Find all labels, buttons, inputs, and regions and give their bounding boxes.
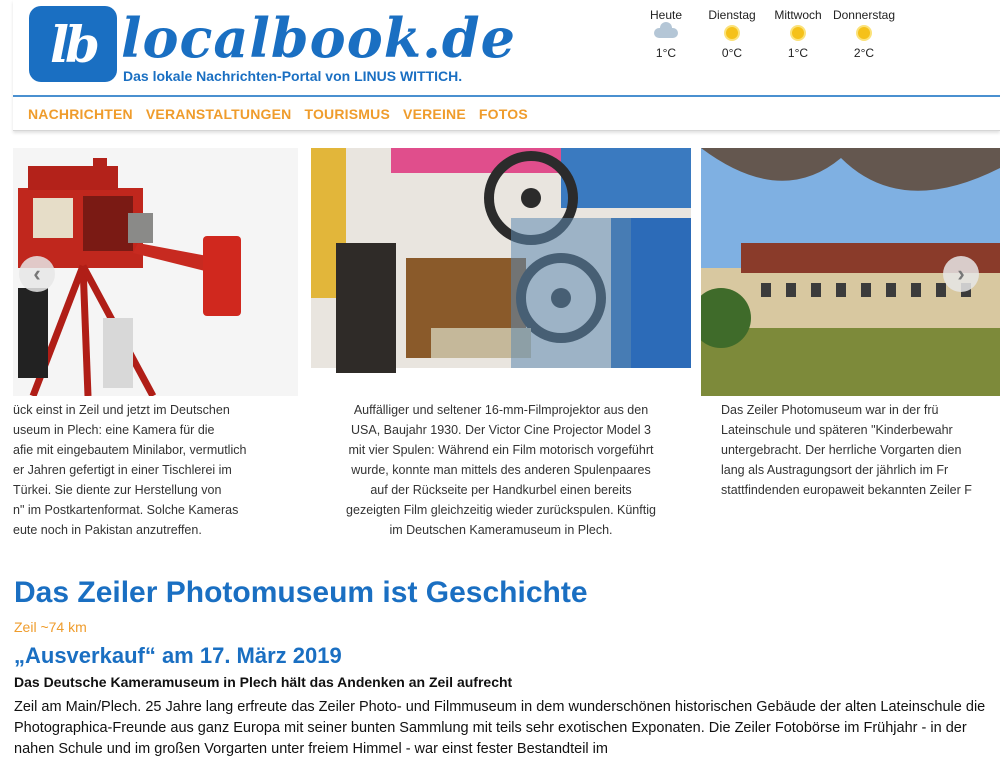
slide-image-camera[interactable] (13, 148, 298, 396)
weather-day (633, 8, 699, 60)
slider-prev-button[interactable]: ‹ (19, 256, 55, 292)
weather-temp: 1°C (787, 46, 809, 60)
weather-temp: 0°C (721, 46, 743, 60)
nav-vereine[interactable]: VEREINE (403, 106, 466, 122)
nav-nachrichten[interactable]: NACHRICHTEN (28, 106, 133, 122)
main-nav (28, 106, 528, 122)
weather-day (765, 8, 831, 60)
weather-temp: 2°C (853, 46, 875, 60)
nav-veranstaltungen[interactable]: VERANSTALTUNGEN (145, 106, 292, 122)
weather-day (699, 8, 765, 60)
weather-day-label: Donnerstag (832, 8, 896, 22)
nav-tourismus[interactable]: TOURISMUS (304, 106, 391, 122)
sun-icon (792, 27, 804, 39)
slider-next-button[interactable]: › (943, 256, 979, 292)
weather-day-label: Heute (649, 8, 683, 22)
slide-caption: Auffälliger und seltener 16-mm-Filmprojektor aus den USA, Baujahr 1930. Der Victor Cine Projector Model 3 mit vier Spulen: Während ein Film motorisch vorgeführt wurde, konnte man mittels des anderen Spulenpaares auf der Rückseite per Handkurbel einen bereits gezeigten Film gleichzeitig wieder zurückspulen. Künftig im Deutschen Kameramuseum in Plech. (346, 403, 656, 537)
article-subtitle: „Ausverkauf“ am 17. März 2019 (14, 643, 342, 668)
article-body: Zeil am Main/Plech. 25 Jahre lang erfreute das Zeiler Photo- und Filmmuseum in dem wunderschönen historischen Gebäude der alten Lateinschule die Photographica-Freunde aus ganz Europa mit seiner bunten Sammlung mit teils sehr exotischen Exponaten. Die Zeiler Fotobörse im Frühjahr - in der nahen Schule und im großen Vorgarten unter freiem Himmel - war einst fester Bestandteil im (14, 699, 986, 757)
weather-widget (633, 8, 897, 60)
article-location: Zeil ~74 km (14, 619, 87, 635)
nav-fotos[interactable]: FOTOS (478, 106, 528, 122)
sun-cloud-icon (858, 27, 870, 39)
site-logo[interactable]: localbook.de (121, 6, 517, 70)
slide-caption: ück einst in Zeil und jetzt im Deutschen useum in Plech: eine Kamera für die afie mit eingebautem Minilabor, vermutlich er Jahren gefertigt in einer Tischlerei im Türkei. Sie diente zur Herstellung von n" im Postkartenformat. Solche Kameras eute noch in Pakistan anzutreffen. (13, 403, 247, 537)
slide-image-projector[interactable] (311, 148, 691, 396)
weather-temp: 1°C (655, 46, 677, 60)
site-tagline: Das lokale Nachrichten-Portal von LINUS WITTICH. (123, 68, 463, 84)
cloud-icon (654, 28, 678, 38)
header-divider (13, 95, 1000, 97)
weather-day-label: Mittwoch (774, 8, 822, 22)
weather-day (831, 8, 897, 60)
projector-illustration (311, 148, 691, 396)
camera-illustration (13, 148, 298, 396)
image-slider (13, 148, 1000, 548)
logo-mark[interactable]: lb (29, 6, 117, 82)
slide-caption: Das Zeiler Photomuseum war in der frü Lateinschule und späteren "Kinderbewahr untergebracht. Der herrliche Vorgarten dien lang als Austragungsort der jährlich im Fr stattfindenden europaweit bekannten Zeiler F (721, 403, 972, 497)
site-header (13, 0, 1000, 131)
sun-icon (726, 27, 738, 39)
weather-day-label: Dienstag (708, 8, 756, 22)
article-title: Das Zeiler Photomuseum ist Geschichte (14, 576, 588, 609)
article-lead: Das Deutsche Kameramuseum in Plech hält das Andenken an Zeil aufrecht (14, 674, 513, 690)
